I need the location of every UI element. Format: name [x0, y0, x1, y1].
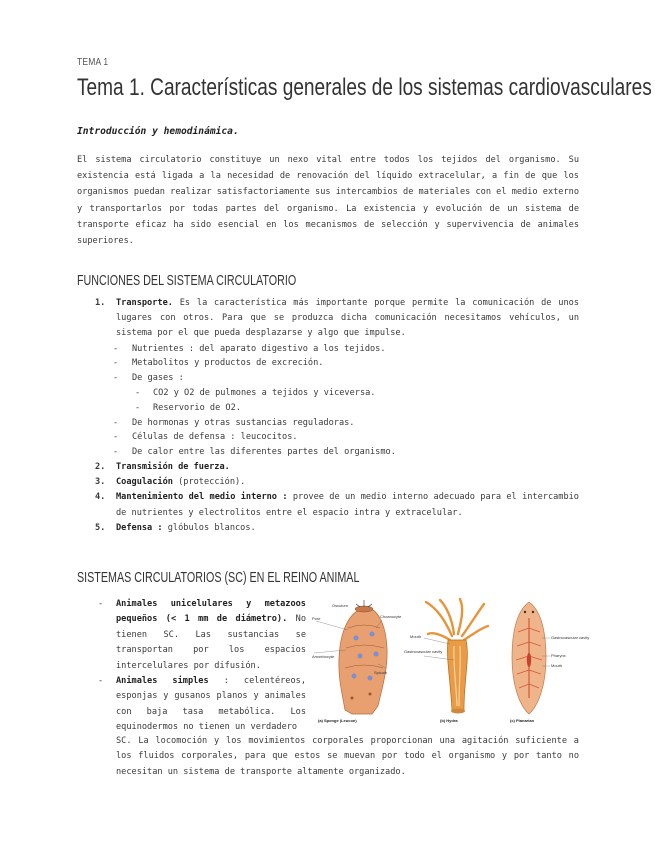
list-number: 5.: [95, 522, 106, 533]
list-number: 2.: [95, 461, 106, 472]
item-text: (protección).: [172, 477, 246, 488]
list-item: [95, 460, 579, 475]
functions-list: [95, 296, 579, 536]
item-title: Animales unicelulares y metazoos pequeños (< 1 mm de diámetro).: [116, 599, 306, 625]
list-item: [95, 371, 579, 386]
functions-heading: FUNCIONES DEL SISTEMA CIRCULATORIO: [77, 273, 297, 289]
list-number: 3.: [95, 477, 106, 488]
sponge-label-top: Osculum: [332, 603, 348, 608]
intro-subtitle: Introducción y hemodinámica.: [77, 126, 239, 137]
flatworm-label-pharynx: Pharynx: [551, 653, 566, 658]
systems-continuation: SC. La locomoción y los movimientos corporales proporcionan una agitación suficiente a los fluidos corporales, para que estos se muevan por todo el organismo y por tanto no necesitan un sistema de transporte altamente organizado.: [116, 736, 579, 777]
list-item: [95, 521, 579, 536]
list-item: - De calor entre las diferentes partes del organismo.: [95, 445, 579, 460]
gases-label: De gases :: [132, 373, 184, 384]
list-item: - Nutrientes : del aparato digestivo a los tejidos.: [95, 342, 579, 357]
item-title: Animales simples: [116, 676, 209, 687]
list-number: 4.: [95, 492, 106, 503]
list-item: - Células de defensa : leucocitos.: [95, 430, 579, 445]
hydra-label-cavity: Gastrovascular cavity: [404, 649, 443, 654]
list-item: - Reservorio de O2.: [95, 401, 579, 416]
item-title: Mantenimiento del medio interno :: [116, 492, 288, 503]
item-title: Defensa :: [116, 522, 163, 533]
list-item: - CO2 y O2 de pulmones a tejidos y viceversa.: [95, 386, 579, 401]
list-item: [95, 597, 306, 674]
sponge-illustration: [312, 600, 402, 723]
sponge-label-low: Spicule: [374, 670, 388, 675]
list-item: [95, 475, 579, 490]
list-item: [95, 674, 306, 736]
intro-paragraph: El sistema circulatorio constituye un nexo vital entre todos los tejidos del organismo. Su existencia está ligada a la necesidad de renovación del líquido extracelular, a fin de que los organismos puedan realizar satisfactoriamente sus intercambios de materiales con el medio externo y transportarlos por todas partes del organismo. La existencia y evolución de un sistema de transporte eficaz ha sido esencial en los mecanismos de selección y supervivencia de animales superiores.: [77, 155, 579, 247]
list-item: - Metabolitos y productos de excreción.: [95, 356, 579, 371]
flatworm-label-mouth: Mouth: [551, 663, 563, 668]
item-title: Transporte.: [116, 298, 173, 308]
sponge-caption: (a) Sponge (Leucon): [318, 718, 357, 723]
systems-heading: SISTEMAS CIRCULATORIOS (SC) EN EL REINO ANIMAL: [77, 570, 360, 586]
systems-list: [95, 597, 306, 736]
list-item: - De hormonas y otras sustancias reguladoras.: [95, 416, 579, 431]
list-number: 1.: [95, 298, 106, 308]
flatworm-label-cavity: Gastrovascular cavity: [551, 635, 590, 640]
page-title: Tema 1. Características generales de los sistemas cardiovasculares: [77, 74, 652, 101]
item-title: Coagulación: [116, 477, 173, 488]
sponge-label-right: Choanocyte: [380, 614, 402, 619]
sponge-label-mid: Amoebocyte: [312, 654, 335, 659]
hydra-illustration: [404, 599, 488, 723]
item-title: Transmisión de fuerza.: [116, 461, 230, 472]
item-text: No tienen SC. Las sustancias se transportan por los espacios intercelulares por difusión.: [116, 614, 306, 671]
flatworm-caption: (c) Planarian: [510, 718, 535, 723]
hydra-caption: (b) Hydra: [440, 718, 458, 723]
section-eyebrow: TEMA 1: [77, 57, 109, 68]
flatworm-illustration: [510, 602, 589, 723]
list-item: [95, 296, 579, 460]
transport-sublist: [95, 342, 579, 460]
simple-animals-figure: [312, 598, 590, 724]
hydra-label-mouth: Mouth: [410, 634, 422, 639]
item-text: provee de un medio interno adecuado para el intercambio de nutrientes y electrolitos entre el espacio intra y extracelular.: [116, 492, 579, 518]
item-text: : celentéreos, esponjas y gusanos planos y animales con baja tasa metabólica. Los equinodermos no tienen un verdadero: [116, 676, 306, 733]
sponge-label-left: Pore: [312, 616, 321, 621]
item-text: glóbulos blancos.: [162, 522, 256, 533]
list-item: [95, 490, 579, 520]
item-text: Es la característica más importante porque permite la comunicación de unos lugares con otros. Para que se produzca dicha comunicación necesitamos vehículos, un sistema por el que pueda desplazarse y algo que impulse.: [116, 298, 579, 339]
